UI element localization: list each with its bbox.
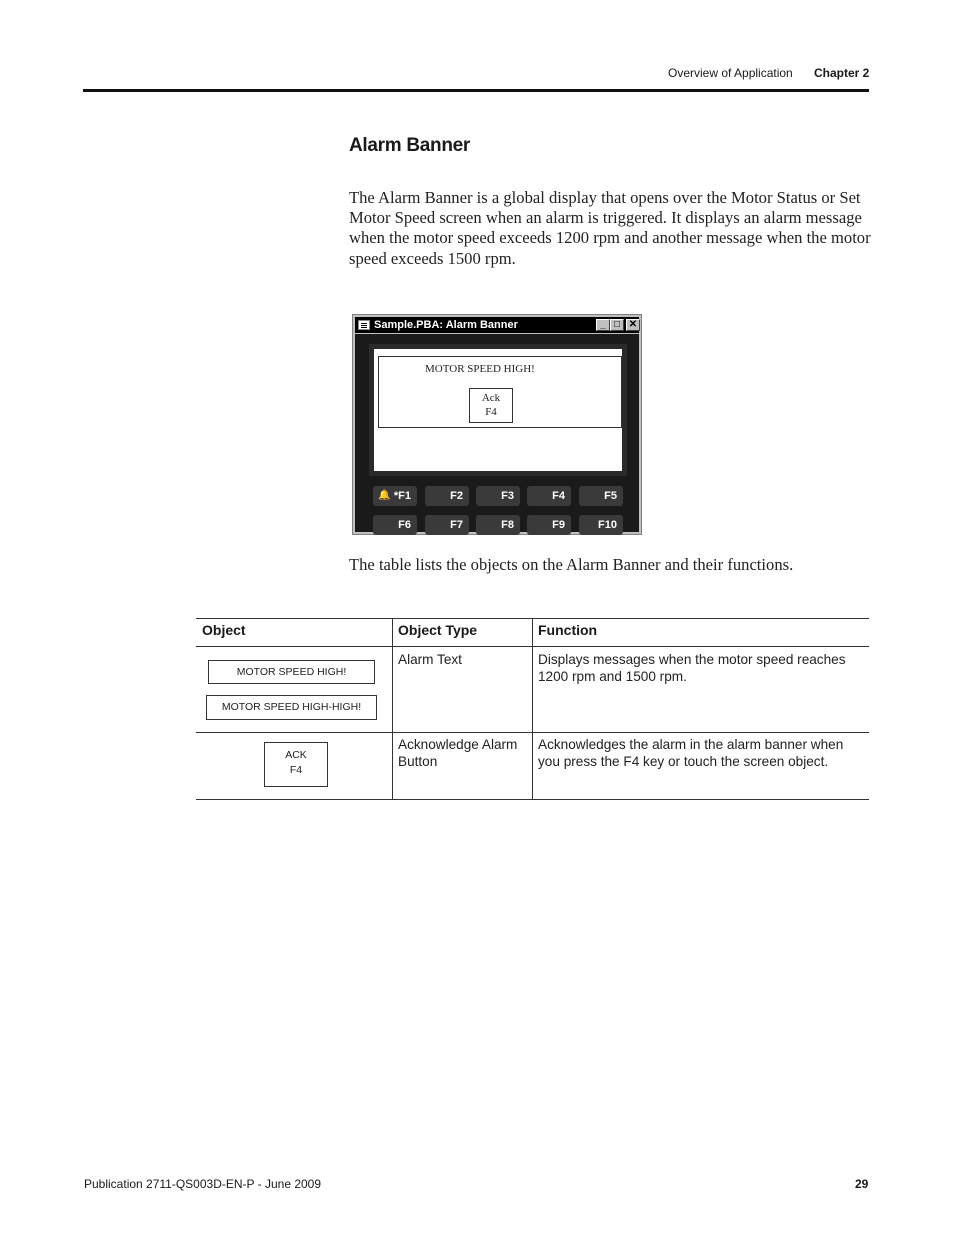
table-header-function: Function xyxy=(538,622,598,638)
ack-button xyxy=(469,388,513,423)
hmi-display xyxy=(374,349,622,471)
table-header-type: Object Type xyxy=(398,622,478,638)
table-col-divider-1 xyxy=(392,619,393,800)
object-alarm-text-high: MOTOR SPEED HIGH! xyxy=(208,660,375,684)
ack-button-key: F4 xyxy=(485,406,497,418)
window-title: Sample.PBA: Alarm Banner xyxy=(374,319,518,331)
header-rule xyxy=(83,89,869,92)
alarm-banner-screenshot xyxy=(352,314,642,535)
running-header-section: Overview of Application xyxy=(668,66,793,80)
intro-paragraph: The Alarm Banner is a global display that opens over the Motor Status or Set Motor Speed screen when an alarm is triggered. It displays an alarm message when the motor speed exceeds 1200 rpm and another message when the motor speed exceeds 1500 rpm. xyxy=(349,188,871,268)
fkey-f9: F9 xyxy=(527,515,571,535)
alarm-banner-box xyxy=(378,356,622,428)
object-ack-label: ACK xyxy=(285,749,307,761)
row2-function: Acknowledges the alarm in the alarm banner when you press the F4 key or touch the screen object. xyxy=(538,737,844,769)
page-number: 29 xyxy=(855,1177,869,1191)
fkey-f10: F10 xyxy=(579,515,623,535)
maximize-icon: □ xyxy=(610,319,624,331)
bell-icon: 🔔 xyxy=(378,490,391,501)
table-header-object: Object xyxy=(202,622,246,638)
footer-publication: Publication 2711-QS003D-EN-P - June 2009 xyxy=(84,1177,322,1191)
fkey-f6: F6 xyxy=(373,515,417,535)
row1-function: Displays messages when the motor speed reaches 1200 rpm and 1500 rpm. xyxy=(538,652,846,684)
table-col-divider-2 xyxy=(532,619,533,800)
object-ack-key: F4 xyxy=(289,764,303,776)
fkey-f5: F5 xyxy=(579,486,623,506)
object-alarm-text-high-high: MOTOR SPEED HIGH-HIGH! xyxy=(206,695,377,720)
fkey-f8: F8 xyxy=(476,515,520,535)
row2-type: Acknowledge Alarm Button xyxy=(398,737,518,769)
table-intro: The table lists the objects on the Alarm Banner and their functions. xyxy=(349,555,794,574)
fkey-f1-label: *F1 xyxy=(393,490,411,502)
system-menu-icon xyxy=(358,320,370,330)
close-icon: ✕ xyxy=(626,319,640,331)
fkey-f3: F3 xyxy=(476,486,520,506)
row1-type: Alarm Text xyxy=(398,652,462,667)
hmi-screen-bezel xyxy=(369,344,627,476)
section-title: Alarm Banner xyxy=(349,135,470,156)
minimize-icon: _ xyxy=(596,319,610,331)
ack-button-label: Ack xyxy=(481,392,501,404)
alarm-message: MOTOR SPEED HIGH! xyxy=(425,363,535,375)
window-titlebar xyxy=(355,317,639,333)
object-ack-button xyxy=(264,742,328,787)
terminal-body xyxy=(355,334,639,532)
running-header-chapter: Chapter 2 xyxy=(814,66,870,80)
fkey-f1 xyxy=(373,486,417,506)
fkey-f2: F2 xyxy=(425,486,469,506)
fkey-f4: F4 xyxy=(527,486,571,506)
fkey-f7: F7 xyxy=(425,515,469,535)
